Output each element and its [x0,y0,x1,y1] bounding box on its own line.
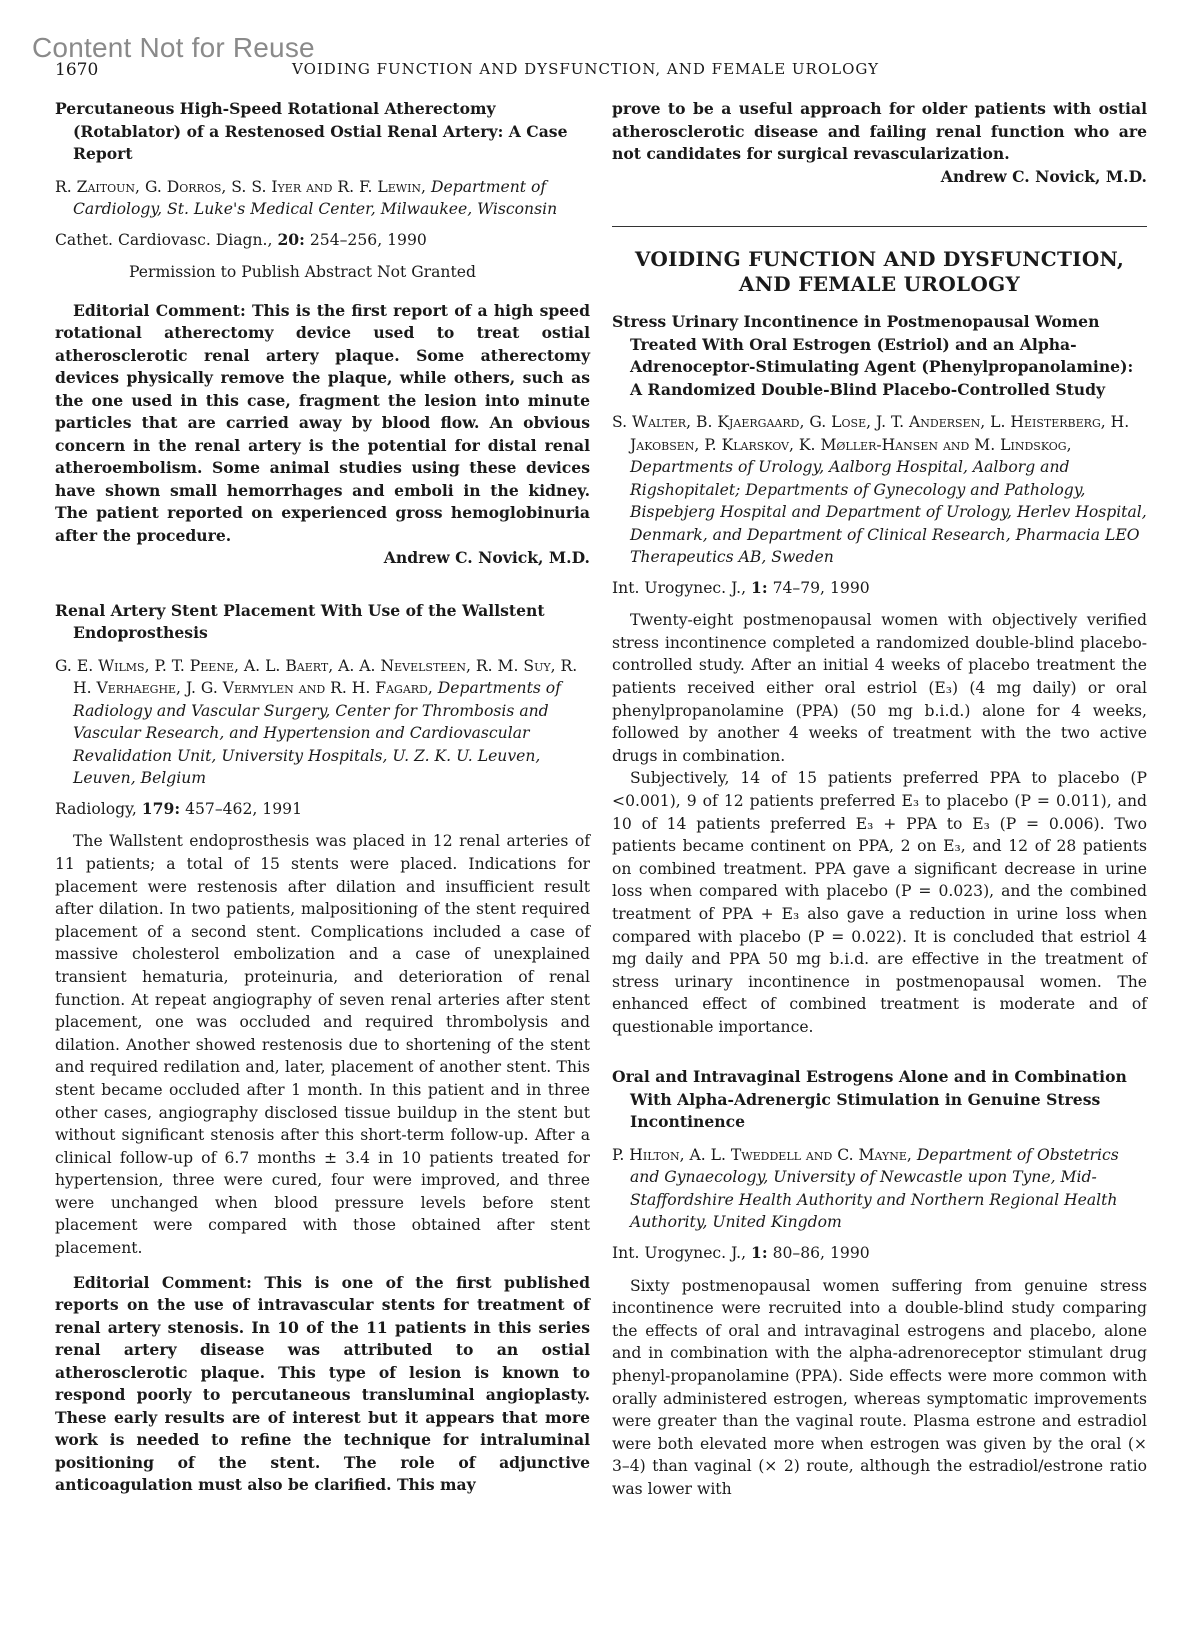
author-affiliation: Department of Obstetrics and Gynaecology, University of Newcastle upon Tyne, Mid-Staffordshire Health Authority and Northern Regional Health Authority, United Kingdom [630,1145,1119,1232]
author-names: S. Walter, B. Kjaergaard, G. Lose, J. T. Andersen, L. Heisterberg, H. Jakobsen, P. Klarskov, K. Møller-Hansen and M. Lindskog, [612,413,1130,454]
editorial-comment: Editorial Comment: This is one of the first published reports on the use of intravascular stents for treatment of renal artery stenosis. In 10 of the 11 patients in this series renal artery disease was attributed to an ostial atherosclerotic plaque. This type of lesion is known to respond poorly to percutaneous transluminal angioplasty. These early results are of interest but it appears that more work is needed to refine the technique for intraluminal positioning of the stent. The role of adjunctive anticoagulation must also be clarified. This may [55,1272,590,1495]
article-oral-intravaginal-estrogens [612,1066,1147,1500]
citation-pages: 457–462, 1991 [185,799,302,818]
article-rotablator [55,98,590,570]
section-divider [612,226,1147,227]
section-heading: VOIDING FUNCTION AND DYSFUNCTION, AND FEMALE UROLOGY [634,247,1125,297]
editorial-signature: Andrew C. Novick, M.D. [383,548,590,568]
citation-volume: 1: [751,1242,768,1262]
citation-journal: Int. Urogynec. J., [612,578,747,597]
abstract-paragraph: Twenty-eight postmenopausal women with objectively verified stress incontinence completed a randomized double-blind placebo-controlled study. After an initial 4 weeks of placebo treatment the patients received either oral estriol (E₃) (4 mg daily) or oral phenylpropanolamine (PPA) (50 mg b.i.d.) alone for 4 weeks, followed by another 4 weeks of treatment with the two active drugs in combination. [612,611,1147,765]
author-names: P. Hilton, A. L. Tweddell and C. Mayne, [612,1145,912,1164]
abstract-paragraph: Sixty postmenopausal women suffering from genuine stress incontinence were recruited into a double-blind study comparing the effects of oral and intravaginal estrogens and placebo, alone and in combination with the alpha-adrenoreceptor stimulant drug phenyl-propanolamine (PPA). Side effects were more common with orally administered estrogen, whereas symptomatic improvements were greater than the vaginal route. Plasma estrone and estradiol were both elevated more when estrogen was given by the oral (× 3–4) than vaginal (× 2) route, although the estradiol/estrone ratio was lower with [612,1276,1147,1498]
citation-volume: 179: [141,798,181,818]
article-title: Stress Urinary Incontinence in Postmenopausal Women Treated With Oral Estrogen (Estriol) and an Alpha-Adrenoceptor-Stimulating Agent (Phenylpropanolamine): A Randomized Double-Blind Placebo-Controlled Study [612,312,1134,399]
citation [55,229,590,252]
article-estriol-ppa [612,311,1147,1038]
citation-pages: 80–86, 1990 [772,1243,870,1262]
article-title: Renal Artery Stent Placement With Use of the Wallstent Endoprosthesis [55,600,545,643]
author-names: R. Zaitoun, G. Dorros, S. S. Iyer and R. F. Lewin, [55,177,427,196]
author-affiliation: Departments of Urology, Aalborg Hospital, Aalborg and Rigshopitalet; Departments of Gynecology and Pathology, Bispebjerg Hospital and Department of Urology, Herlev Hospital, Denmark, and Department of Clinical Research, Pharmacia LEO Therapeutics AB, Sweden [630,458,1147,567]
article-authors [612,411,1147,569]
article-authors [55,655,590,790]
abstract-paragraph: The Wallstent endoprosthesis was placed in 12 renal arteries of 11 patients; a total of 15 stents were placed. Indications for placement were restenosis after dilation and insufficient result after dilation. In two patients, malpositioning of the stent required placement of a second stent. Complications included a case of massive cholesterol embolization and a case of unexplained transient hematuria, proteinuria, and deterioration of renal function. At repeat angiography of seven renal arteries after stent placement, one was occluded and required thrombolysis and dilation. Another showed restenosis due to shortening of the stent and required redilation and, later, placement of another stent. This stent became occluded after 1 month. In this patient and in three other cases, angiography disclosed tissue buildup in the stent but without significant stenosis after this short-term follow-up. After a clinical follow-up of 6.7 months ± 3.4 in 10 patients treated for hypertension, three were cured, four were improved, and three were unchanged when blood pressure levels before stent placement were compared with those obtained after stent placement. [55,832,590,1258]
article-title: Percutaneous High-Speed Rotational Atherectomy (Rotablator) of a Restenosed Ostial Renal Artery: A Case Report [55,99,568,163]
author-names: G. E. Wilms, P. T. Peene, A. L. Baert, A. A. Nevelsteen, R. M. Suy, R. H. Verhaeghe, J. G. Vermylen and R. H. Fagard, [55,656,578,698]
citation-journal: Int. Urogynec. J., [612,1243,747,1262]
right-column [612,98,1147,1501]
citation-volume: 20: [277,229,305,249]
left-column [55,98,590,1497]
permission-note: Permission to Publish Abstract Not Granted [129,263,476,282]
citation [55,798,590,821]
article-wallstent [55,600,590,1497]
article-authors [55,176,590,221]
editorial-comment: Editorial Comment: This is the first report of a high speed rotational atherectomy device used to treat ostial atherosclerotic renal artery plaque. Some atherectomy devices physically remove the plaque, while others, such as the one used in this case, fragment the lesion into minute particles that are carried away by blood flow. An obvious concern in the renal artery is the potential for distal renal atheroembolism. Some animal studies using these devices have shown small hemorrhages and emboli in the kidney. The patient reported on experienced gross hemoglobinuria after the procedure. [55,300,590,545]
abstract-paragraph: Subjectively, 14 of 15 patients preferred PPA to placebo (P <0.001), 9 of 12 patients preferred E₃ to placebo (P = 0.011), and 10 of 14 patients preferred E₃ + PPA to E₃ (P = 0.006). Two patients became continent on PPA, 2 on E₃, and 12 of 28 patients on combined treatment. PPA gave a significant decrease in urine loss when compared with placebo (P = 0.023), and the combined treatment of PPA + E₃ also gave a reduction in urine loss when compared with placebo (P = 0.022). It is concluded that estriol 4 mg daily and PPA 50 mg b.i.d. are effective in the treatment of stress urinary incontinence in postmenopausal women. The enhanced effect of combined treatment is moderate and of questionable importance. [612,769,1147,1036]
editorial-signature: Andrew C. Novick, M.D. [940,166,1147,186]
citation [612,577,1147,600]
citation-journal: Radiology, [55,799,137,818]
running-head: VOIDING FUNCTION AND DYSFUNCTION, AND FEMALE UROLOGY [292,60,880,78]
citation-pages: 74–79, 1990 [772,578,870,597]
citation [612,1242,1147,1265]
citation-journal: Cathet. Cardiovasc. Diagn., [55,230,273,249]
page-number: 1670 [55,60,99,80]
citation-volume: 1: [751,577,768,597]
article-title: Oral and Intravaginal Estrogens Alone and in Combination With Alpha-Adrenergic Stimulation in Genuine Stress Incontinence [612,1067,1127,1132]
author-affiliation: Department of Cardiology, St. Luke's Medical Center, Milwaukee, Wisconsin [73,177,558,218]
article-authors [612,1144,1147,1234]
watermark: Content Not for Reuse [32,32,315,63]
author-affiliation: Departments of Radiology and Vascular Surgery, Center for Thrombosis and Vascular Research, and Hypertension and Cardiovascular Revalidation Unit, University Hospitals, U. Z. K. U. Leuven, Leuven, Belgium [73,679,561,788]
editorial-continued: prove to be a useful approach for older patients with ostial atherosclerotic disease and failing renal function who are not candidates for surgical revascularization. [612,99,1147,163]
citation-pages: 254–256, 1990 [309,230,427,249]
